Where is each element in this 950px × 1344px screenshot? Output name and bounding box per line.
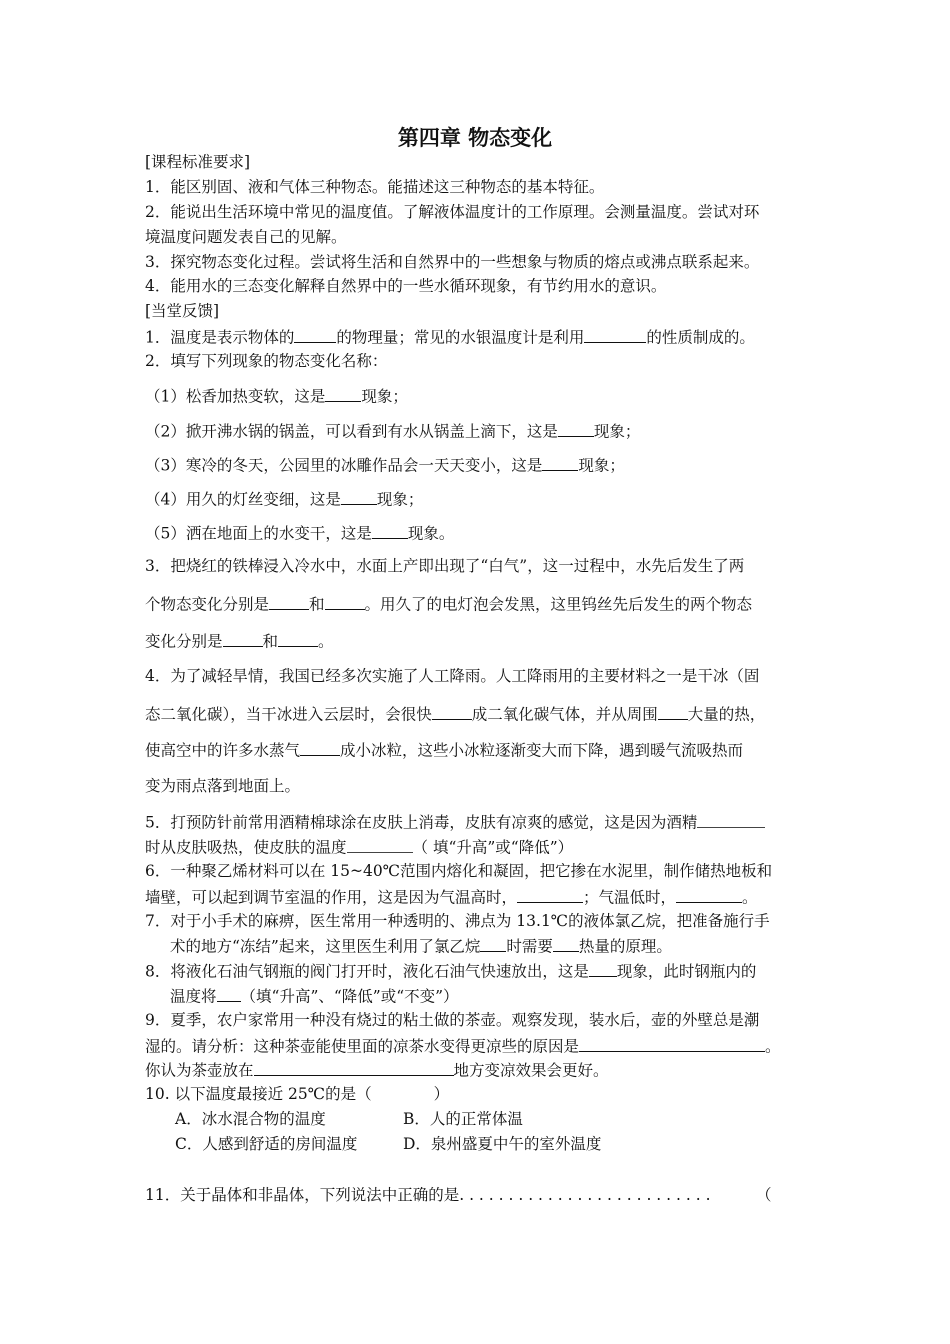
section-heading-feedback: [当堂反馈] <box>145 302 220 320</box>
option-d: D．泉州盛夏中午的室外温度 <box>403 1135 602 1153</box>
standard-item-2-cont: 境温度问题发表自己的见解。 <box>145 228 347 246</box>
question-2-item-4: （4）用久的灯丝变细，这是 现象； <box>145 488 423 510</box>
question-10: 10. 以下温度最接近 25℃的是（ ） <box>145 1085 450 1103</box>
question-11-bracket: （ <box>756 1186 772 1204</box>
question-3-cont-1: 个物态变化分别是 和 。用久了的电灯泡会发黑，这里钨丝先后发生的两个物态 <box>145 593 752 615</box>
question-7: 7．对于小手术的麻痹，医生常用一种透明的、沸点为 13.1℃的液体氯乙烷，把准备施行手 <box>145 912 770 930</box>
question-2-item-1: （1）松香加热变软，这是 现象； <box>145 385 408 407</box>
question-7-cont: 术的地方“冻结”起来，这里医生利用了氯乙烷 时需要 热量的原理。 <box>170 935 672 957</box>
question-3: 3．把烧红的铁棒浸入冷水中，水面上产即出现了“白气”，这一过程中，水先后发生了两 <box>145 557 745 575</box>
standard-item-3: 3．探究物态变化过程。尝试将生活和自然界中的一些想象与物质的熔点或沸点联系起来。 <box>145 253 760 271</box>
option-c: C．人感到舒适的房间温度 <box>175 1135 358 1153</box>
question-2-item-5: （5）洒在地面上的水变干，这是 现象。 <box>145 522 454 544</box>
question-1: 1．温度是表示物体的 的物理量；常见的水银温度计是利用 的性质制成的。 <box>145 326 755 348</box>
question-5: 5．打预防针前常用酒精棉球涂在皮肤上消毒，皮肤有凉爽的感觉，这是因为酒精 <box>145 811 765 833</box>
question-2-item-2: （2）掀开沸水锅的锅盖，可以看到有水从锅盖上滴下，这是 现象； <box>145 420 640 442</box>
question-9: 9．夏季，农户家常用一种没有烧过的粘土做的茶壶。观察发现，装水后，壶的外壁总是潮 <box>145 1011 760 1029</box>
question-8-cont: 温度将 （填“升高”、“降低”或“不变”） <box>170 985 459 1007</box>
question-6-cont: 墙壁，可以起到调节室温的作用，这是因为气温高时， ；气温低时， 。 <box>145 886 758 908</box>
question-2: 2．填写下列现象的物态变化名称： <box>145 352 388 370</box>
question-9-cont-1: 湿的。请分析：这种茶壶能使里面的凉茶水变得更凉些的原因是 。 <box>145 1035 781 1057</box>
question-3-cont-2: 变化分别是 和 。 <box>145 630 334 652</box>
standard-item-2: 2．能说出生活环境中常见的温度值。了解液体温度计的工作原理。会测量温度。尝试对环 <box>145 203 760 221</box>
chapter-title: 第四章 物态变化 <box>397 126 553 150</box>
option-a: A．冰水混合物的温度 <box>175 1110 326 1128</box>
question-11: 11．关于晶体和非晶体，下列说法中正确的是. . . . . . . . . . . . . . . . . . . . . . . . . . <box>145 1186 711 1204</box>
standard-item-4: 4．能用水的三态变化解释自然界中的一些水循环现象，有节约用水的意识。 <box>145 277 667 295</box>
question-8: 8．将液化石油气钢瓶的阀门打开时，液化石油气快速放出，这是 现象，此时钢瓶内的 <box>145 960 756 982</box>
option-b: B．人的正常体温 <box>403 1110 523 1128</box>
question-9-cont-2: 你认为茶壶放在 地方变凉效果会更好。 <box>145 1059 609 1081</box>
question-5-cont: 时从皮肤吸热，使皮肤的温度 （ 填“升高”或“降低”） <box>145 836 573 858</box>
question-4: 4．为了减轻旱情，我国已经多次实施了人工降雨。人工降雨用的主要材料之一是干冰（固 <box>145 667 760 685</box>
question-4-cont-3: 变为雨点落到地面上。 <box>145 777 301 795</box>
question-2-item-3: （3）寒冷的冬天，公园里的冰雕作品会一天天变小，这是 现象； <box>145 454 625 476</box>
question-4-cont-2: 使高空中的许多水蒸气 成小冰粒，这些小冰粒逐渐变大而下降，遇到暖气流吸热而 <box>145 739 743 761</box>
question-6: 6．一种聚乙烯材料可以在 15~40℃范围内熔化和凝固，把它掺在水泥里，制作储热地板和 <box>145 862 773 880</box>
question-4-cont-1: 态二氧化碳），当干冰进入云层时，会很快 成二氧化碳气体，并从周围 大量的热， <box>145 703 765 725</box>
section-heading-standards: [课程标准要求] <box>145 153 251 171</box>
standard-item-1: 1．能区别固、液和气体三种物态。能描述这三种物态的基本特征。 <box>145 178 605 196</box>
